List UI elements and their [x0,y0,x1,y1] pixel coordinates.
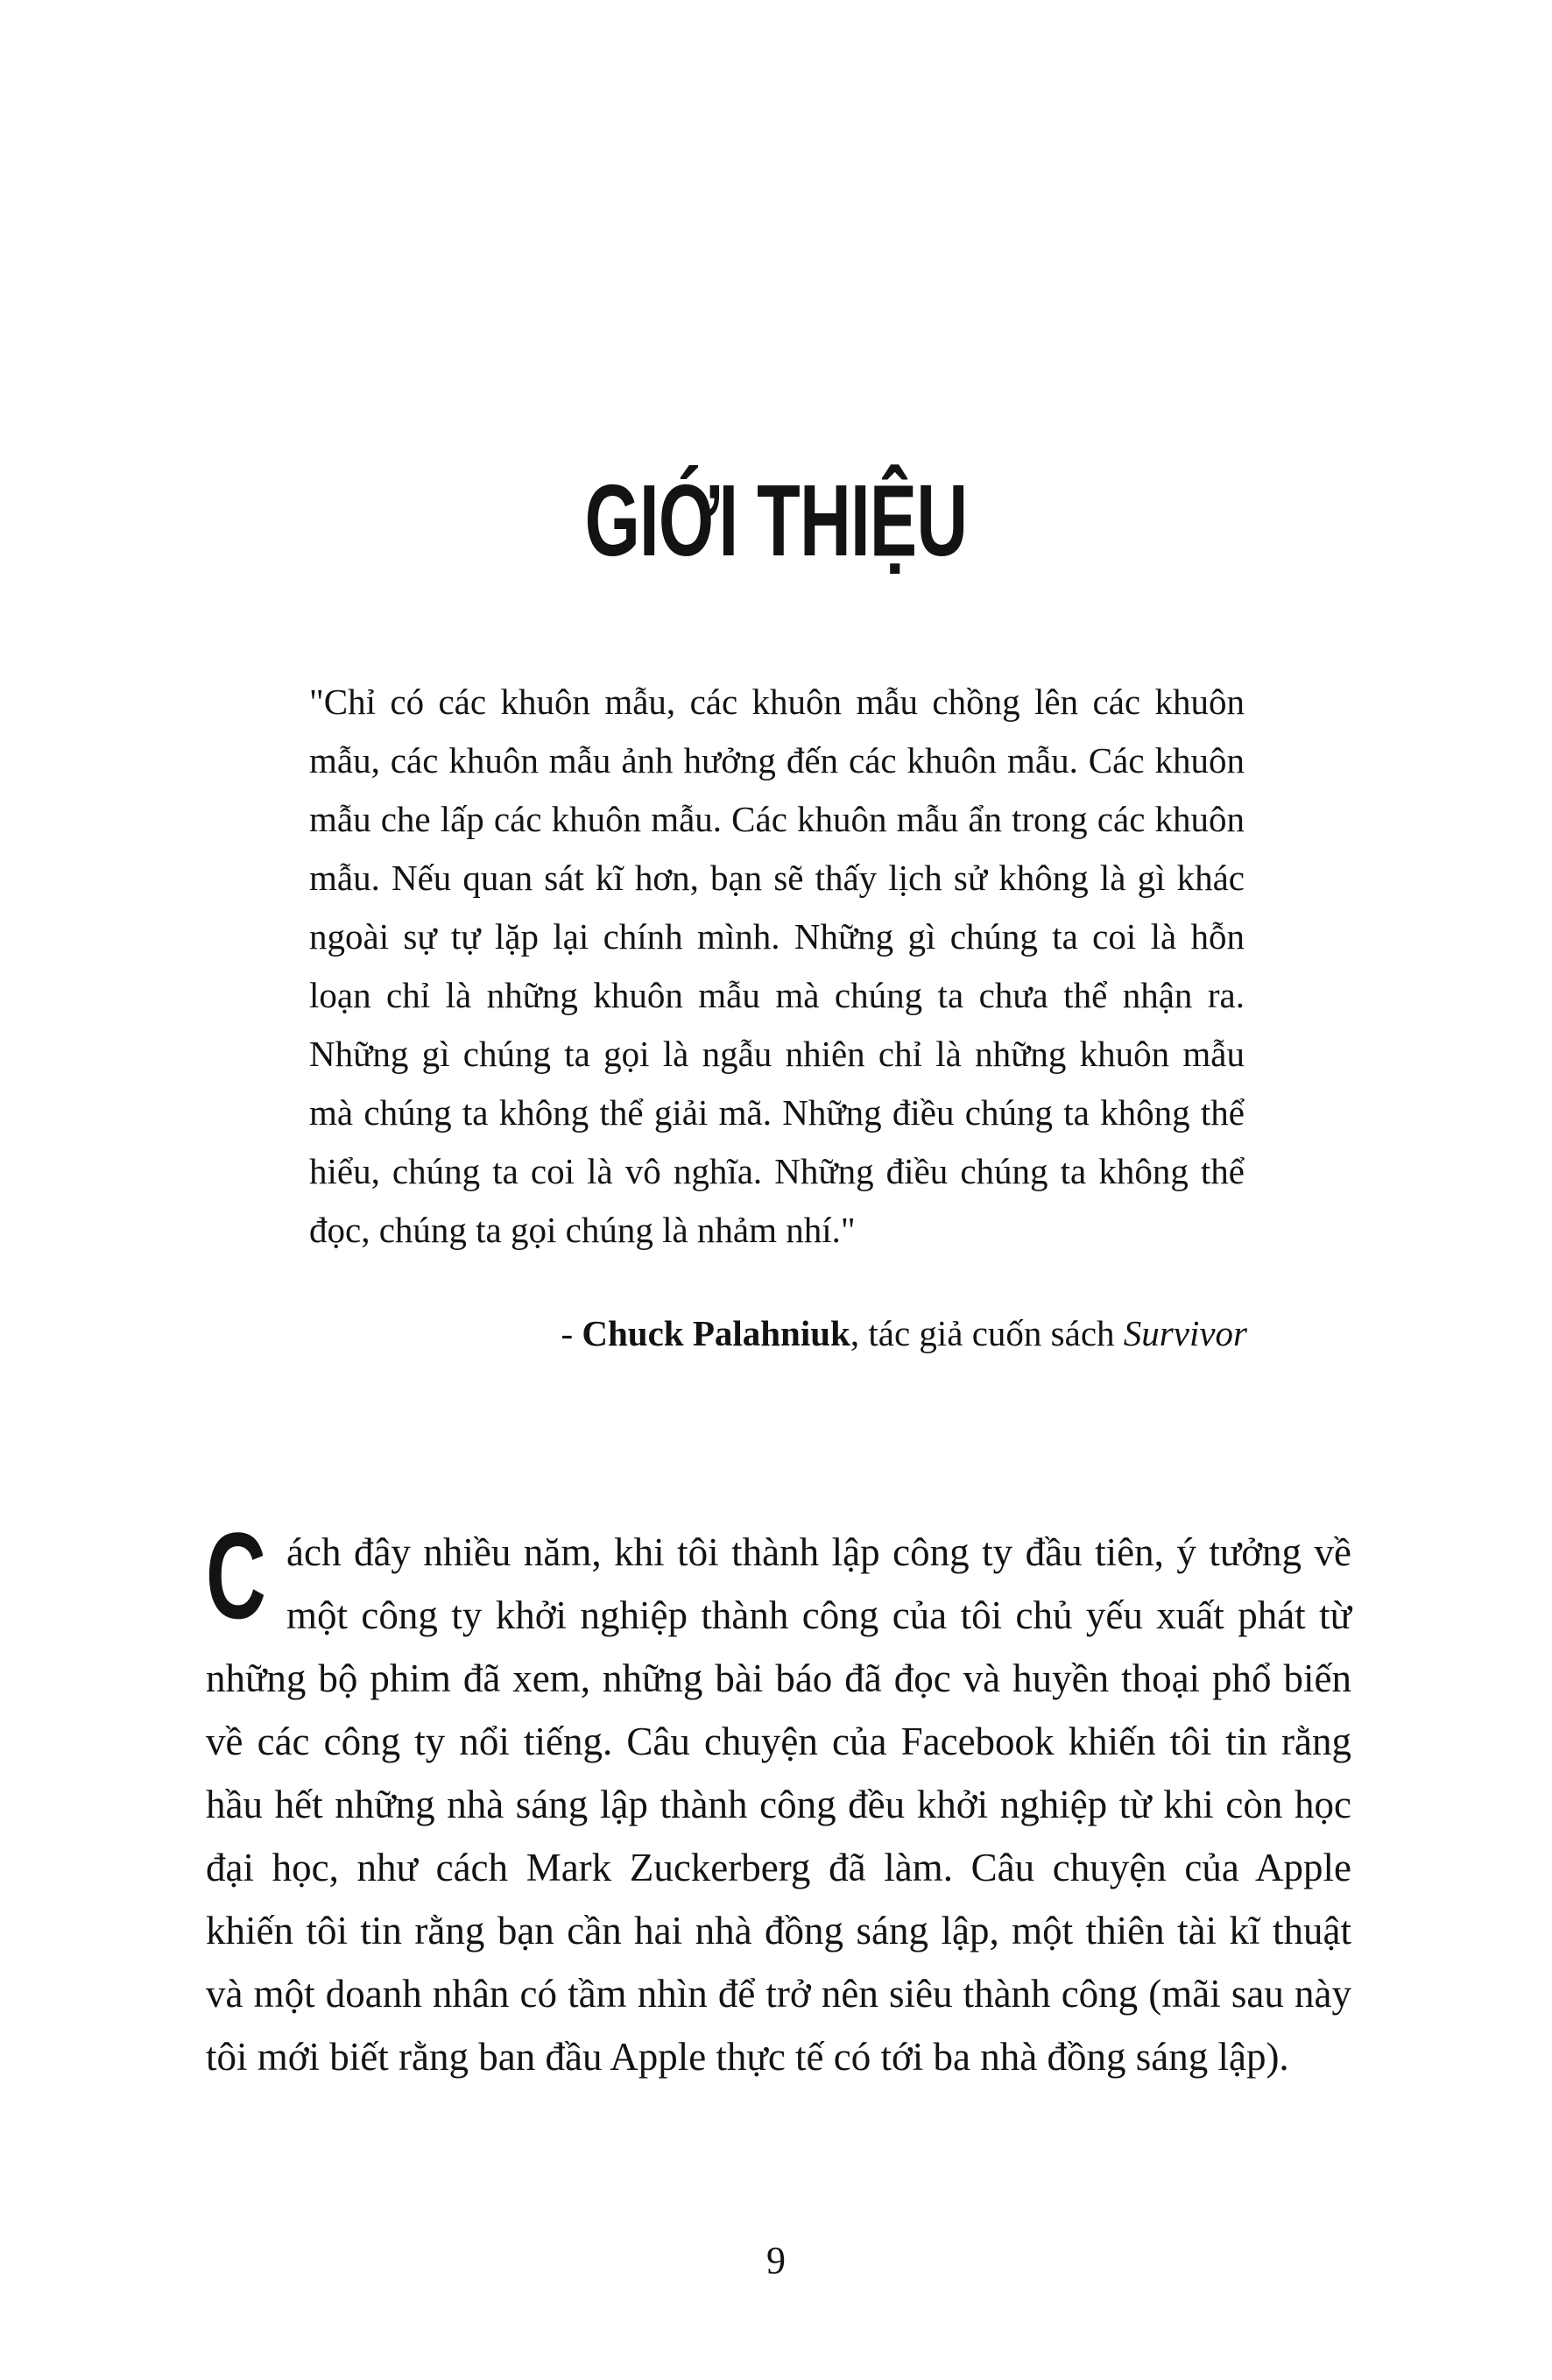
quote-attribution [561,1310,1247,1356]
chapter-title [0,463,1552,577]
page-number: 9 [766,2239,786,2282]
attribution-dash: - [561,1313,582,1353]
body-text-block [206,1507,1351,2088]
epigraph-quote-text: "Chỉ có các khuôn mẫu, các khuôn mẫu chồng lên các khuôn mẫu, các khuôn mẫu ảnh hưởng đến các khuôn mẫu. Các khuôn mẫu che lấp các khuôn mẫu. Các khuôn mẫu ẩn trong các khuôn mẫu. Nếu quan sát kĩ hơn, bạn sẽ thấy lịch sử không là gì khác ngoài sự tự lặp lại chính mình. Những gì chúng ta coi là hỗn loạn chỉ là những khuôn mẫu mà chúng ta chưa thể nhận ra. Những gì chúng ta gọi là ngẫu nhiên chỉ là những khuôn mẫu mà chúng ta không thể giải mã. Những điều chúng ta không thể hiểu, chúng ta coi là vô nghĩa. Những điều chúng ta không thể đọc, chúng ta gọi chúng là nhảm nhí." [309,682,1245,1250]
body-paragraph-text: ách đây nhiều năm, khi tôi thành lập công ty đầu tiên, ý tưởng về một công ty khởi nghiệp thành công của tôi chủ yếu xuất phát từ những bộ phim đã xem, những bài báo đã đọc và huyền thoại phổ biến về các công ty nổi tiếng. Câu chuyện của Facebook khiến tôi tin rằng hầu hết những nhà sáng lập thành công đều khởi nghiệp từ khi còn học đại học, như cách Mark Zuckerberg đã làm. Câu chuyện của Apple khiến tôi tin rằng bạn cần hai nhà đồng sáng lập, một thiên tài kĩ thuật và một doanh nhân có tầm nhìn để trở nên siêu thành công (mãi sau này tôi mới biết rằng ban đầu Apple thực tế có tới ba nhà đồng sáng lập). [206,1530,1351,2079]
attribution-book-title: Survivor [1123,1313,1247,1353]
epigraph-quote-block [309,673,1245,1260]
attribution-role: , tác giả cuốn sách [850,1313,1124,1353]
drop-cap-letter: C [206,1507,266,1644]
body-paragraph [206,1507,1351,2088]
chapter-title-text: GIỚI THIỆU [584,463,968,577]
attribution-author: Chuck Palahniuk [582,1313,850,1353]
